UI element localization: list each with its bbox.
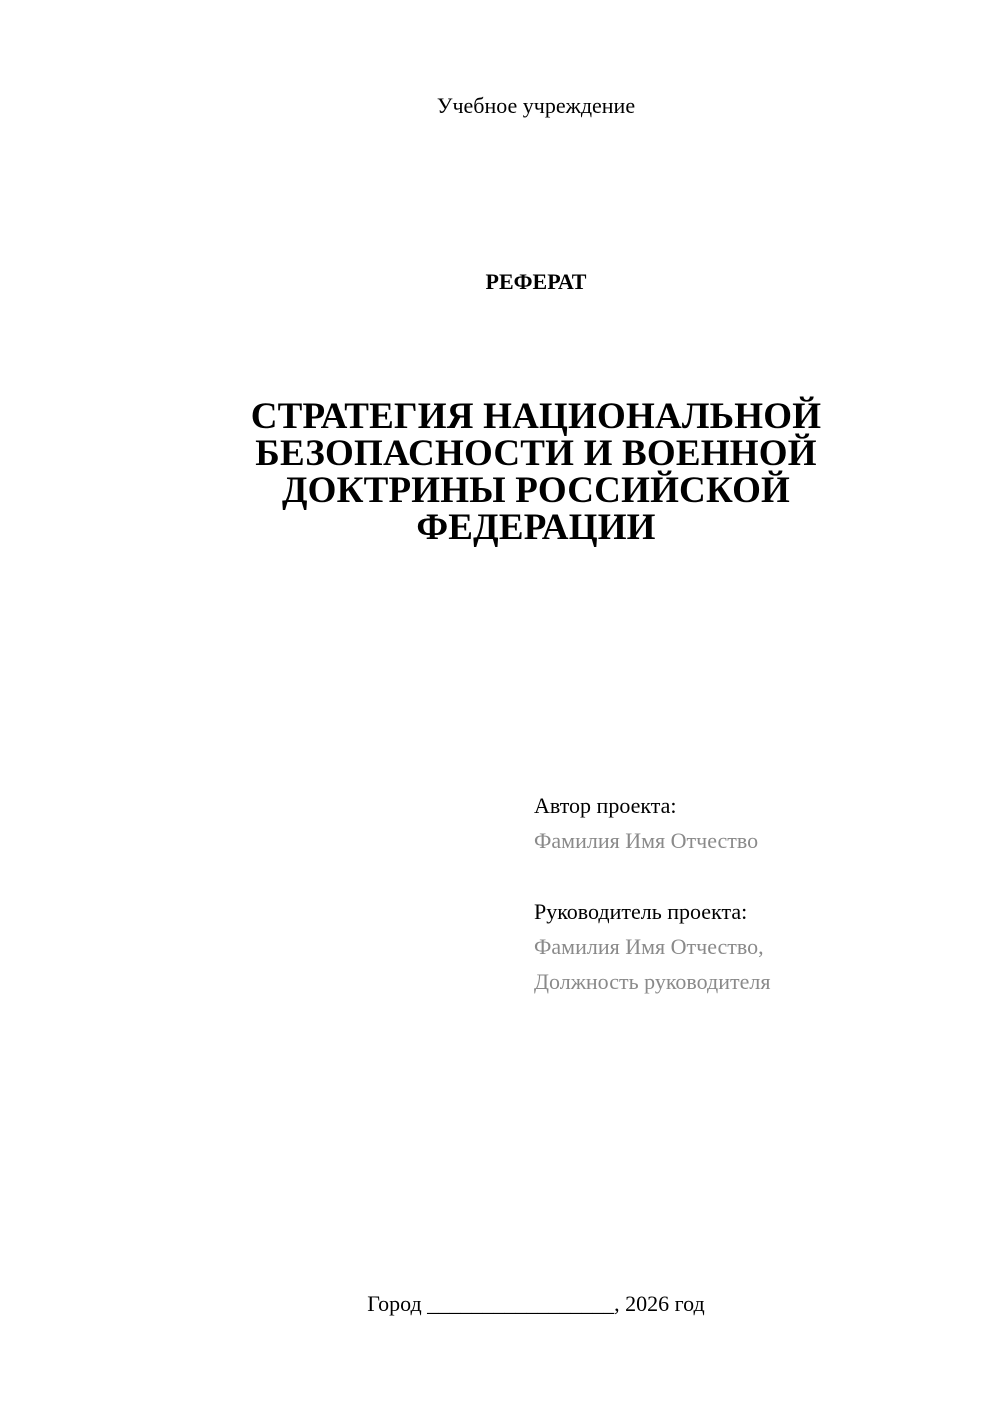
title-line: СТРАТЕГИЯ НАЦИОНАЛЬНОЙ: [250, 396, 822, 437]
document-title: [200, 398, 872, 546]
title-line: ДОКТРИНЫ РОССИЙСКОЙ: [281, 470, 791, 511]
title-line: ФЕДЕРАЦИИ: [416, 507, 656, 548]
city-year-line: Город _________________, 2026 год: [367, 1291, 705, 1316]
author-name-placeholder: Фамилия Имя Отчество: [534, 828, 759, 853]
document-type: РЕФЕРАТ: [485, 269, 587, 294]
institution-name: Учебное учреждение: [436, 93, 636, 118]
supervisor-name-placeholder: Фамилия Имя Отчество,: [534, 934, 764, 959]
title-line: БЕЗОПАСНОСТИ И ВОЕННОЙ: [255, 433, 817, 474]
author-label: Автор проекта:: [534, 793, 677, 818]
author-block: [534, 788, 974, 999]
spacer: [534, 858, 974, 894]
supervisor-position-placeholder: Должность руководителя: [534, 969, 771, 994]
supervisor-label: Руководитель проекта:: [534, 899, 748, 924]
